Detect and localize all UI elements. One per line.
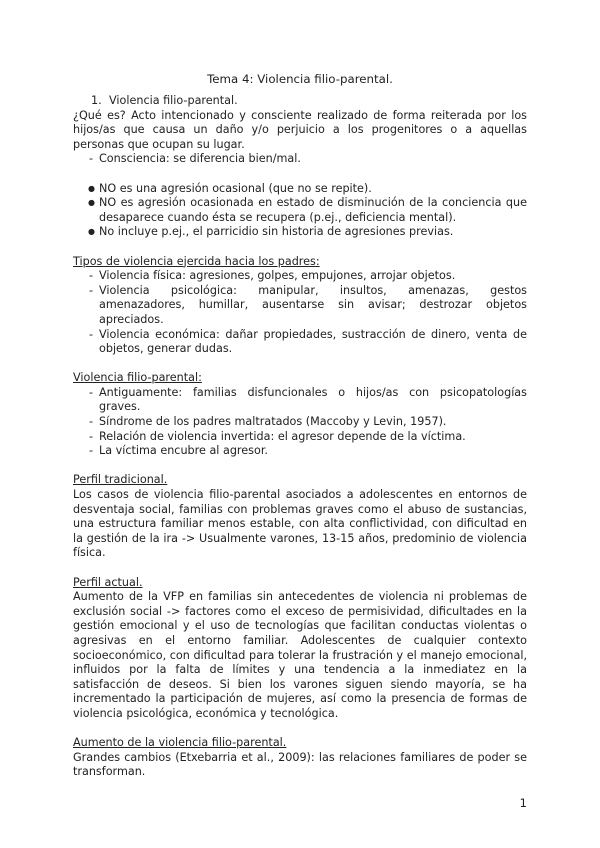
- document-title: Tema 4: Violencia filio-parental.: [207, 72, 393, 86]
- vfp-list: [73, 386, 527, 459]
- perfil-actual-heading: Perfil actual.: [73, 575, 143, 589]
- list-item: - Violencia psicológica: manipular, insultos, amenazas, gestos amenazadores, humillar, ausentarse sin avisar; destrozar objetos apreciados.: [73, 284, 527, 328]
- page-number: 1: [519, 796, 527, 810]
- bullet-list: [73, 182, 527, 240]
- perfil-tradicional-heading: Perfil tradicional.: [73, 473, 168, 487]
- section-heading: [73, 94, 527, 109]
- vfp-heading: Violencia filio-parental:: [73, 371, 202, 385]
- list-item: - Antiguamente: familias disfuncionales o hijos/as con psicopatologías graves.: [73, 386, 527, 415]
- list-item: - Violencia económica: dañar propiedades, sustracción de dinero, venta de objetos, generar dudas.: [73, 328, 527, 357]
- list-item: ● NO es agresión ocasionada en estado de disminución de la conciencia que desaparece cuando ésta se recupera (p.ej., deficiencia mental).: [73, 196, 527, 225]
- list-item: - Síndrome de los padres maltratados (Maccoby y Levin, 1957).: [73, 415, 527, 430]
- section-number: 1.: [91, 94, 102, 107]
- list-item: ● No incluye p.ej., el parricidio sin historia de agresiones previas.: [73, 225, 527, 240]
- list-item: - Consciencia: se diferencia bien/mal.: [73, 152, 527, 167]
- section-heading-text: Violencia filio-parental.: [109, 94, 238, 107]
- tipos-list: [73, 269, 527, 357]
- tipos-heading: Tipos de violencia ejercida hacia los padres:: [73, 254, 320, 268]
- list-item: - Relación de violencia invertida: el agresor depende de la víctima.: [73, 430, 527, 445]
- aumento-text: Grandes cambios (Etxebarria et al., 2009): las relaciones familiares de poder se transforman.: [73, 750, 527, 779]
- document-body: [73, 94, 527, 780]
- perfil-actual-text: Aumento de la VFP en familias sin antecedentes de violencia ni problemas de exclusión social -> factores como el exceso de permisividad, dificultades en la gestión emocional y el uso de tecnologías que facilitan conductas violentas o agresivas en el entorno familiar. Adolescentes de cualquier contexto socioeconómico, con dificultad para tolerar la frustración y el manejo emocional, influidos por la falta de límites y una tendencia a la inmediatez en la satisfacción de deseos. Si bien los varones siguen siendo mayoría, se ha incrementado la participación de mujeres, así como la presencia de formas de violencia psicológica, económica y tecnológica.: [73, 590, 527, 720]
- perfil-tradicional-text: Los casos de violencia filio-parental asociados a adolescentes en entornos de desventaja social, familias con problemas graves como el abuso de sustancias, una estructura familiar menos estable, con alta conflictividad, con dificultad en la gestión de la ira -> Usualmente varones, 13-15 años, predominio de violencia física.: [73, 488, 527, 560]
- list-item: ● NO es una agresión ocasional (que no se repite).: [73, 182, 527, 197]
- intro-paragraph: ¿Qué es? Acto intencionado y consciente realizado de forma reiterada por los hijos/as que causa un daño y/o perjuicio a los progenitores o a aquellas personas que ocupan su lugar.: [73, 108, 527, 151]
- aumento-heading: Aumento de la violencia filio-parental.: [73, 736, 287, 750]
- list-item: - Violencia física: agresiones, golpes, empujones, arrojar objetos.: [73, 269, 527, 284]
- list-item: - La víctima encubre al agresor.: [73, 444, 527, 459]
- intro-dash-list: [73, 152, 527, 167]
